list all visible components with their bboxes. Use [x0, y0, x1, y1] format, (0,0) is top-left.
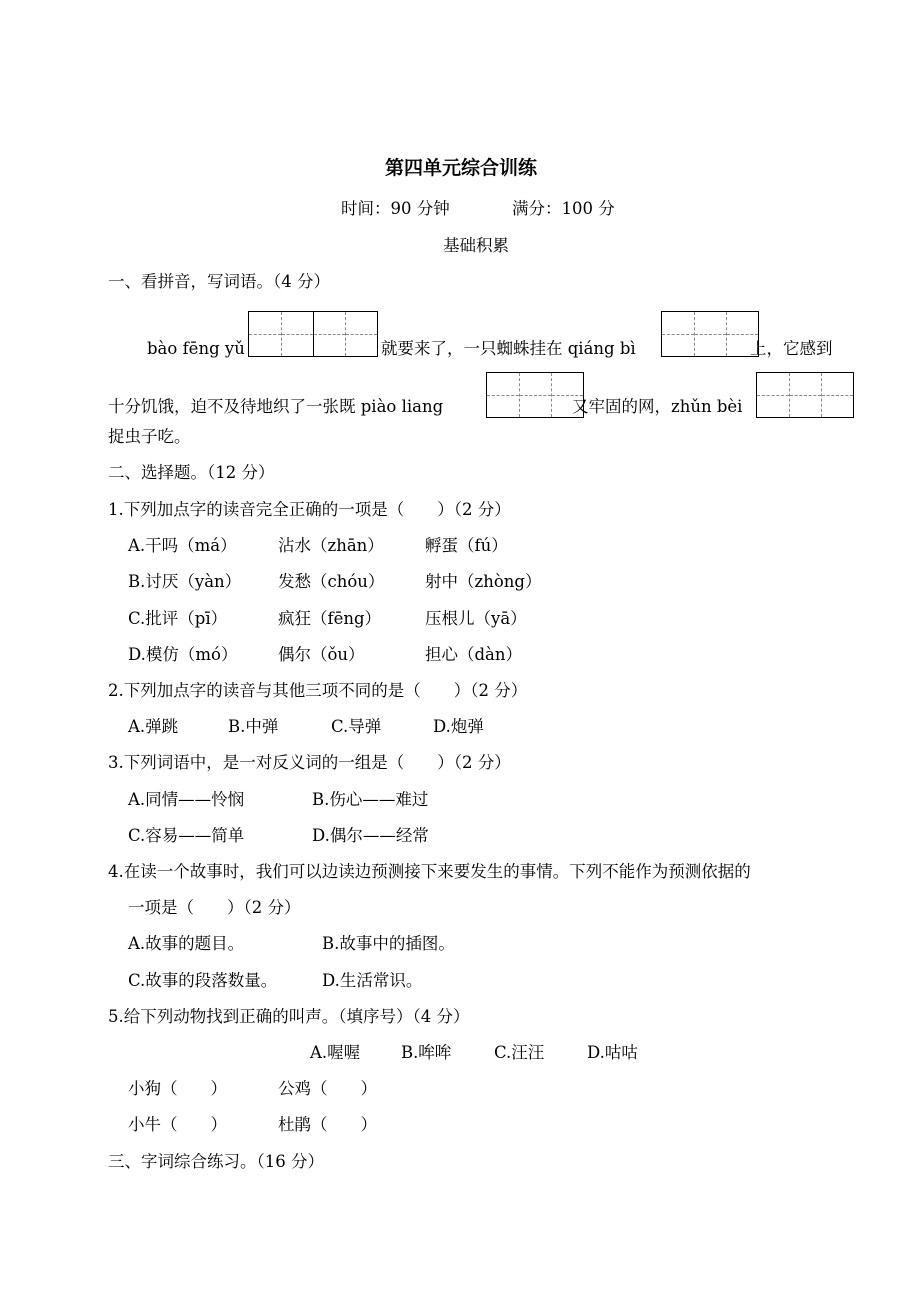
q2-4-option-a: A.故事的题目。	[128, 934, 245, 953]
answer-grid-baofengyu[interactable]	[248, 311, 378, 357]
q2-1-option-c-2: 疯狂（fēng）	[278, 609, 382, 628]
full-score: 满分：100 分	[512, 199, 615, 218]
q1-text-3: 十分饥饿，迫不及待地织了一张既 piào liang	[108, 397, 444, 416]
animal-puppy: 小狗（ ）	[128, 1079, 227, 1098]
q2-5-option-c: C.汪汪	[494, 1043, 545, 1062]
q2-5-stem: 5.给下列动物找到正确的叫声。（填序号）（4 分）	[108, 1007, 470, 1026]
animal-calf: 小牛（ ）	[128, 1115, 227, 1134]
q2-4-option-b: B.故事中的插图。	[322, 934, 455, 953]
q2-4-option-d: D.生活常识。	[322, 971, 423, 990]
q2-1-option-a-2: 沾水（zhān）	[278, 536, 384, 555]
q2-4-option-c: C.故事的段落数量。	[128, 971, 278, 990]
q2-3-stem: 3.下列词语中，是一对反义词的一组是（ ）（2 分）	[108, 753, 511, 772]
q1-text-2: 上，它感到	[750, 339, 833, 358]
q1-text-4: 又牢固的网，zhǔn bèi	[572, 397, 743, 416]
answer-grid-zhunbei[interactable]	[756, 372, 854, 418]
section-title: 基础积累	[443, 236, 509, 255]
q3-heading: 三、字词综合练习。（16 分）	[108, 1152, 324, 1171]
q2-2-option-b: B.中弹	[228, 717, 279, 736]
q2-2-option-d: D.炮弹	[433, 717, 484, 736]
page-title: 第四单元综合训练	[385, 157, 538, 179]
q2-3-option-b: B.伤心——难过	[312, 790, 429, 809]
pinyin-baofengyu: bào fēng yǔ	[147, 339, 245, 358]
q2-5-option-a: A.喔喔	[310, 1043, 361, 1062]
q2-1-option-c-3: 压根儿（yā）	[425, 609, 527, 628]
q2-1-stem: 1.下列加点字的读音完全正确的一项是（ ）（2 分）	[108, 500, 511, 519]
answer-grid-piaoliang[interactable]	[486, 372, 584, 418]
q2-2-stem: 2.下列加点字的读音与其他三项不同的是（ ）（2 分）	[108, 681, 528, 700]
q2-3-option-a: A.同情——怜悯	[128, 790, 245, 809]
q2-5-option-d: D.咕咕	[587, 1043, 638, 1062]
time-limit: 时间：90 分钟	[341, 199, 450, 218]
q2-2-option-a: A.弹跳	[128, 717, 179, 736]
q2-1-option-b: B.讨厌（yàn）	[128, 572, 242, 591]
q2-1-option-d: D.模仿（mó）	[128, 645, 238, 664]
q1-text-5: 捉虫子吃。	[108, 427, 191, 446]
q2-1-option-a: A.干吗（má）	[128, 536, 237, 555]
q2-3-option-d: D.偶尔——经常	[312, 826, 429, 845]
q1-text-1: 就要来了，一只蜘蛛挂在 qiáng bì	[381, 339, 636, 358]
answer-grid-qiangbi[interactable]	[661, 311, 759, 357]
q2-4-stem-cont: 一项是（ ）（2 分）	[128, 898, 301, 917]
q2-3-option-c: C.容易——简单	[128, 826, 245, 845]
q2-1-option-d-3: 担心（dàn）	[425, 645, 523, 664]
q2-heading: 二、选择题。（12 分）	[108, 463, 275, 482]
q1-heading: 一、看拼音，写词语。（4 分）	[108, 272, 330, 291]
q2-1-option-c: C.批评（pī）	[128, 609, 228, 628]
q2-4-stem: 4.在读一个故事时，我们可以边读边预测接下来要发生的事情。下列不能作为预测依据的	[108, 862, 751, 881]
q2-1-option-b-2: 发愁（chóu）	[278, 572, 385, 591]
q2-1-option-d-2: 偶尔（ǒu）	[278, 645, 365, 664]
q2-5-option-b: B.哞哞	[401, 1043, 452, 1062]
q2-1-option-b-3: 射中（zhòng）	[425, 572, 542, 591]
q2-1-option-a-3: 孵蛋（fú）	[425, 536, 508, 555]
animal-cuckoo: 杜鹃（ ）	[278, 1115, 377, 1134]
animal-rooster: 公鸡（ ）	[278, 1079, 377, 1098]
q2-2-option-c: C.导弹	[331, 717, 382, 736]
